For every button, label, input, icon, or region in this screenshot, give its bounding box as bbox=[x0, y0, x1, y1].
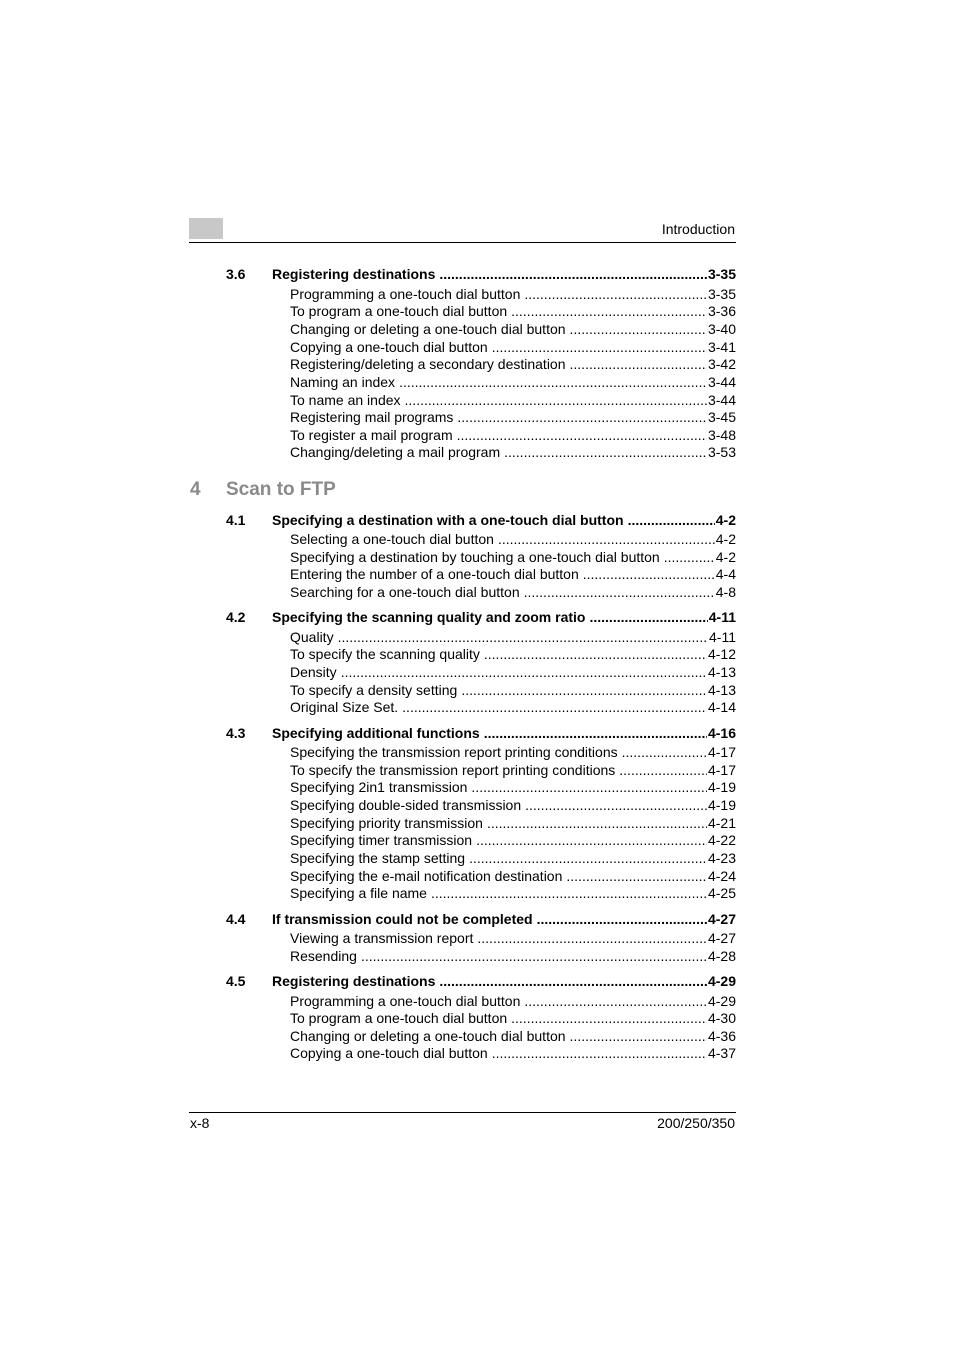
toc-subsection-entry[interactable] bbox=[290, 427, 736, 444]
toc-page-number: 4-4 bbox=[715, 566, 736, 582]
toc-leader-dots bbox=[402, 699, 707, 716]
toc-entry-title: Copying a one-touch dial button bbox=[290, 1045, 488, 1061]
toc-page-number: 3-42 bbox=[707, 356, 736, 372]
toc-entry-title: Specifying a destination by touching a one-touch dial button bbox=[290, 549, 660, 565]
toc-page-number: 3-53 bbox=[707, 444, 736, 460]
chapter-title: Scan to FTP bbox=[226, 479, 336, 500]
page-number: x-8 bbox=[190, 1115, 210, 1131]
toc-entry-title: Specifying the scanning quality and zoom ratio bbox=[272, 609, 586, 625]
toc-subsection-entry[interactable] bbox=[290, 321, 736, 338]
toc-entry-title: Naming an index bbox=[290, 374, 396, 390]
toc-page-number: 4-24 bbox=[707, 868, 736, 884]
toc-page-number: 3-44 bbox=[707, 392, 736, 408]
toc-entry-title: Searching for a one-touch dial button bbox=[290, 584, 520, 600]
toc-subsection-entry[interactable] bbox=[290, 930, 736, 947]
toc-section-entry[interactable] bbox=[226, 266, 736, 283]
toc-subsection-entry[interactable] bbox=[290, 646, 736, 663]
toc-entry-title: Changing/deleting a mail program bbox=[290, 444, 501, 460]
toc-entry-title: To specify a density setting bbox=[290, 682, 458, 698]
toc-leader-dots bbox=[511, 303, 707, 320]
toc-leader-dots bbox=[570, 1028, 707, 1045]
toc-subsection-entry[interactable] bbox=[290, 1028, 736, 1045]
toc-entry-title: Density bbox=[290, 664, 337, 680]
toc-page-number: 3-35 bbox=[707, 286, 736, 302]
toc-section-number: 4.2 bbox=[226, 609, 246, 625]
toc-page-number: 4-16 bbox=[707, 725, 736, 741]
toc-page-number: 4-27 bbox=[707, 930, 736, 946]
model-numbers: 200/250/350 bbox=[657, 1115, 735, 1131]
toc-entry-title: Selecting a one-touch dial button bbox=[290, 531, 494, 547]
toc-subsection-entry[interactable] bbox=[290, 549, 736, 566]
toc-leader-dots bbox=[524, 286, 707, 303]
toc-entry-title: Copying a one-touch dial button bbox=[290, 339, 488, 355]
toc-subsection-entry[interactable] bbox=[290, 303, 736, 320]
toc-subsection-entry[interactable] bbox=[290, 699, 736, 716]
toc-leader-dots bbox=[405, 392, 707, 409]
toc-page-number: 4-8 bbox=[715, 584, 736, 600]
toc-leader-dots bbox=[484, 725, 707, 742]
toc-leader-dots bbox=[524, 993, 707, 1010]
toc-page-number: 4-2 bbox=[715, 549, 736, 565]
toc-page-number: 4-11 bbox=[709, 629, 736, 645]
toc-entry-title: Specifying a destination with a one-touch dial button bbox=[272, 512, 624, 528]
toc-entry-title: Specifying priority transmission bbox=[290, 815, 483, 831]
toc-page-number: 4-17 bbox=[707, 744, 736, 760]
toc-subsection-entry[interactable] bbox=[290, 584, 736, 601]
toc-entry-title: Registering destinations bbox=[272, 973, 436, 989]
toc-entry-title: To program a one-touch dial button bbox=[290, 1010, 508, 1026]
toc-subsection-entry[interactable] bbox=[290, 339, 736, 356]
toc-page-number: 4-23 bbox=[707, 850, 736, 866]
toc-leader-dots bbox=[477, 930, 707, 947]
toc-subsection-entry[interactable] bbox=[290, 850, 736, 867]
toc-subsection-entry[interactable] bbox=[290, 531, 736, 548]
toc-page-number: 3-44 bbox=[707, 374, 736, 390]
toc-leader-dots bbox=[511, 1010, 707, 1027]
toc-section-entry[interactable] bbox=[226, 973, 736, 990]
chapter-number: 4 bbox=[190, 479, 201, 500]
toc-section-number: 3.6 bbox=[226, 266, 246, 282]
toc-entry-title: If transmission could not be completed bbox=[272, 911, 533, 927]
toc-page-number: 4-19 bbox=[707, 779, 736, 795]
toc-leader-dots bbox=[664, 549, 715, 566]
toc-entry-title: Programming a one-touch dial button bbox=[290, 286, 521, 302]
toc-leader-dots bbox=[524, 584, 715, 601]
toc-page-number: 4-17 bbox=[707, 762, 736, 778]
toc-page-number: 3-40 bbox=[707, 321, 736, 337]
toc-page-number: 4-25 bbox=[707, 885, 736, 901]
toc-section-entry[interactable] bbox=[226, 911, 736, 928]
toc-leader-dots bbox=[476, 832, 707, 849]
toc-leader-dots bbox=[492, 1045, 707, 1062]
toc-page-number: 4-12 bbox=[707, 646, 736, 662]
toc-entry-title: Viewing a transmission report bbox=[290, 930, 474, 946]
footer-rule bbox=[189, 1112, 736, 1113]
toc-entry-title: To specify the transmission report printing conditions bbox=[290, 762, 616, 778]
toc-leader-dots bbox=[439, 266, 707, 283]
toc-leader-dots bbox=[457, 409, 707, 426]
toc-page-number: 3-35 bbox=[707, 266, 736, 282]
toc-subsection-entry[interactable] bbox=[290, 744, 736, 761]
toc-subsection-entry[interactable] bbox=[290, 1045, 736, 1062]
toc-section-number: 4.4 bbox=[226, 911, 246, 927]
toc-page-number: 3-41 bbox=[707, 339, 736, 355]
toc-section-entry[interactable] bbox=[226, 725, 736, 742]
toc-page-number: 4-11 bbox=[708, 609, 736, 625]
toc-page-number: 4-29 bbox=[707, 993, 736, 1009]
toc-page-number: 4-21 bbox=[707, 815, 736, 831]
toc-subsection-entry[interactable] bbox=[290, 286, 736, 303]
toc-subsection-entry[interactable] bbox=[290, 868, 736, 885]
toc-page-number: 4-13 bbox=[707, 664, 736, 680]
toc-leader-dots bbox=[570, 356, 707, 373]
toc-entry-title: Registering destinations bbox=[272, 266, 436, 282]
toc-subsection-entry[interactable] bbox=[290, 392, 736, 409]
toc-entry-title: To specify the scanning quality bbox=[290, 646, 480, 662]
toc-subsection-entry[interactable] bbox=[290, 1010, 736, 1027]
toc-entry-title: Specifying a file name bbox=[290, 885, 427, 901]
toc-entry-title: To program a one-touch dial button bbox=[290, 303, 508, 319]
toc-leader-dots bbox=[361, 948, 707, 965]
toc-leader-dots bbox=[583, 566, 715, 583]
toc-entry-title: Specifying the e-mail notification destination bbox=[290, 868, 563, 884]
toc-entry-title: Specifying additional functions bbox=[272, 725, 480, 741]
toc-entry-title: Resending bbox=[290, 948, 357, 964]
toc-subsection-entry[interactable] bbox=[290, 815, 736, 832]
toc-section-number: 4.1 bbox=[226, 512, 246, 528]
toc-leader-dots bbox=[525, 797, 707, 814]
toc-entry-title: Specifying double-sided transmission bbox=[290, 797, 522, 813]
toc-section-number: 4.5 bbox=[226, 973, 246, 989]
toc-leader-dots bbox=[628, 512, 715, 529]
header-rule bbox=[189, 242, 736, 243]
toc-leader-dots bbox=[471, 779, 707, 796]
toc-subsection-entry[interactable] bbox=[290, 374, 736, 391]
toc-section-entry[interactable] bbox=[226, 512, 736, 529]
header-tab-marker bbox=[189, 218, 223, 239]
toc-leader-dots bbox=[498, 531, 715, 548]
toc-entry-title: Entering the number of a one-touch dial button bbox=[290, 566, 579, 582]
toc-page-number: 4-13 bbox=[707, 682, 736, 698]
toc-entry-title: Quality bbox=[290, 629, 334, 645]
toc-page-number: 4-36 bbox=[707, 1028, 736, 1044]
toc-entry-title: Original Size Set. bbox=[290, 699, 399, 715]
running-header-title: Introduction bbox=[661, 221, 735, 237]
toc-leader-dots bbox=[504, 444, 707, 461]
toc-page-number: 4-2 bbox=[715, 512, 736, 528]
toc-leader-dots bbox=[484, 646, 707, 663]
toc-leader-dots bbox=[537, 911, 707, 928]
toc-leader-dots bbox=[457, 427, 707, 444]
toc-page-number: 4-27 bbox=[707, 911, 736, 927]
toc-leader-dots bbox=[570, 321, 707, 338]
toc-subsection-entry[interactable] bbox=[290, 779, 736, 796]
toc-section-number: 4.3 bbox=[226, 725, 246, 741]
toc-subsection-entry[interactable] bbox=[290, 885, 736, 902]
toc-entry-title: Registering/deleting a secondary destination bbox=[290, 356, 566, 372]
toc-entry-title: To name an index bbox=[290, 392, 401, 408]
toc-subsection-entry[interactable] bbox=[290, 444, 736, 461]
toc-subsection-entry[interactable] bbox=[290, 664, 736, 681]
toc-leader-dots bbox=[622, 744, 707, 761]
toc-subsection-entry[interactable] bbox=[290, 797, 736, 814]
toc-leader-dots bbox=[431, 885, 707, 902]
toc-leader-dots bbox=[439, 973, 707, 990]
toc-subsection-entry[interactable] bbox=[290, 762, 736, 779]
toc-page-number: 4-30 bbox=[707, 1010, 736, 1026]
toc-subsection-entry[interactable] bbox=[290, 356, 736, 373]
toc-leader-dots bbox=[338, 629, 708, 646]
toc-leader-dots bbox=[341, 664, 707, 681]
toc-page-number: 4-28 bbox=[707, 948, 736, 964]
toc-entry-title: Changing or deleting a one-touch dial button bbox=[290, 321, 566, 337]
toc-leader-dots bbox=[566, 868, 707, 885]
chapter-heading bbox=[190, 478, 336, 502]
toc-entry-title: Changing or deleting a one-touch dial button bbox=[290, 1028, 566, 1044]
toc-entry-title: Specifying 2in1 transmission bbox=[290, 779, 468, 795]
toc-entry-title: Specifying the stamp setting bbox=[290, 850, 466, 866]
toc-section-entry[interactable] bbox=[226, 609, 736, 626]
toc-leader-dots bbox=[589, 609, 707, 626]
toc-subsection-entry[interactable] bbox=[290, 948, 736, 965]
toc-page-number: 4-22 bbox=[707, 832, 736, 848]
toc-entry-title: Specifying timer transmission bbox=[290, 832, 473, 848]
toc-subsection-entry[interactable] bbox=[290, 566, 736, 583]
toc-page-number: 3-45 bbox=[707, 409, 736, 425]
toc-entry-title: To register a mail program bbox=[290, 427, 453, 443]
toc-entry-title: Specifying the transmission report printing conditions bbox=[290, 744, 618, 760]
toc-leader-dots bbox=[461, 682, 707, 699]
toc-leader-dots bbox=[399, 374, 707, 391]
toc-page-number: 4-19 bbox=[707, 797, 736, 813]
toc-leader-dots bbox=[469, 850, 707, 867]
toc-page-number: 3-36 bbox=[707, 303, 736, 319]
toc-subsection-entry[interactable] bbox=[290, 993, 736, 1010]
toc-leader-dots bbox=[492, 339, 707, 356]
toc-page-number: 4-14 bbox=[707, 699, 736, 715]
toc-leader-dots bbox=[487, 815, 707, 832]
toc-subsection-entry[interactable] bbox=[290, 629, 736, 646]
toc-leader-dots bbox=[619, 762, 707, 779]
toc-page-number: 4-2 bbox=[715, 531, 736, 547]
toc-subsection-entry[interactable] bbox=[290, 409, 736, 426]
toc-entry-title: Programming a one-touch dial button bbox=[290, 993, 521, 1009]
toc-page-number: 4-29 bbox=[707, 973, 736, 989]
toc-subsection-entry[interactable] bbox=[290, 682, 736, 699]
toc-page-number: 3-48 bbox=[707, 427, 736, 443]
toc-page-number: 4-37 bbox=[707, 1045, 736, 1061]
toc-subsection-entry[interactable] bbox=[290, 832, 736, 849]
toc-entry-title: Registering mail programs bbox=[290, 409, 454, 425]
